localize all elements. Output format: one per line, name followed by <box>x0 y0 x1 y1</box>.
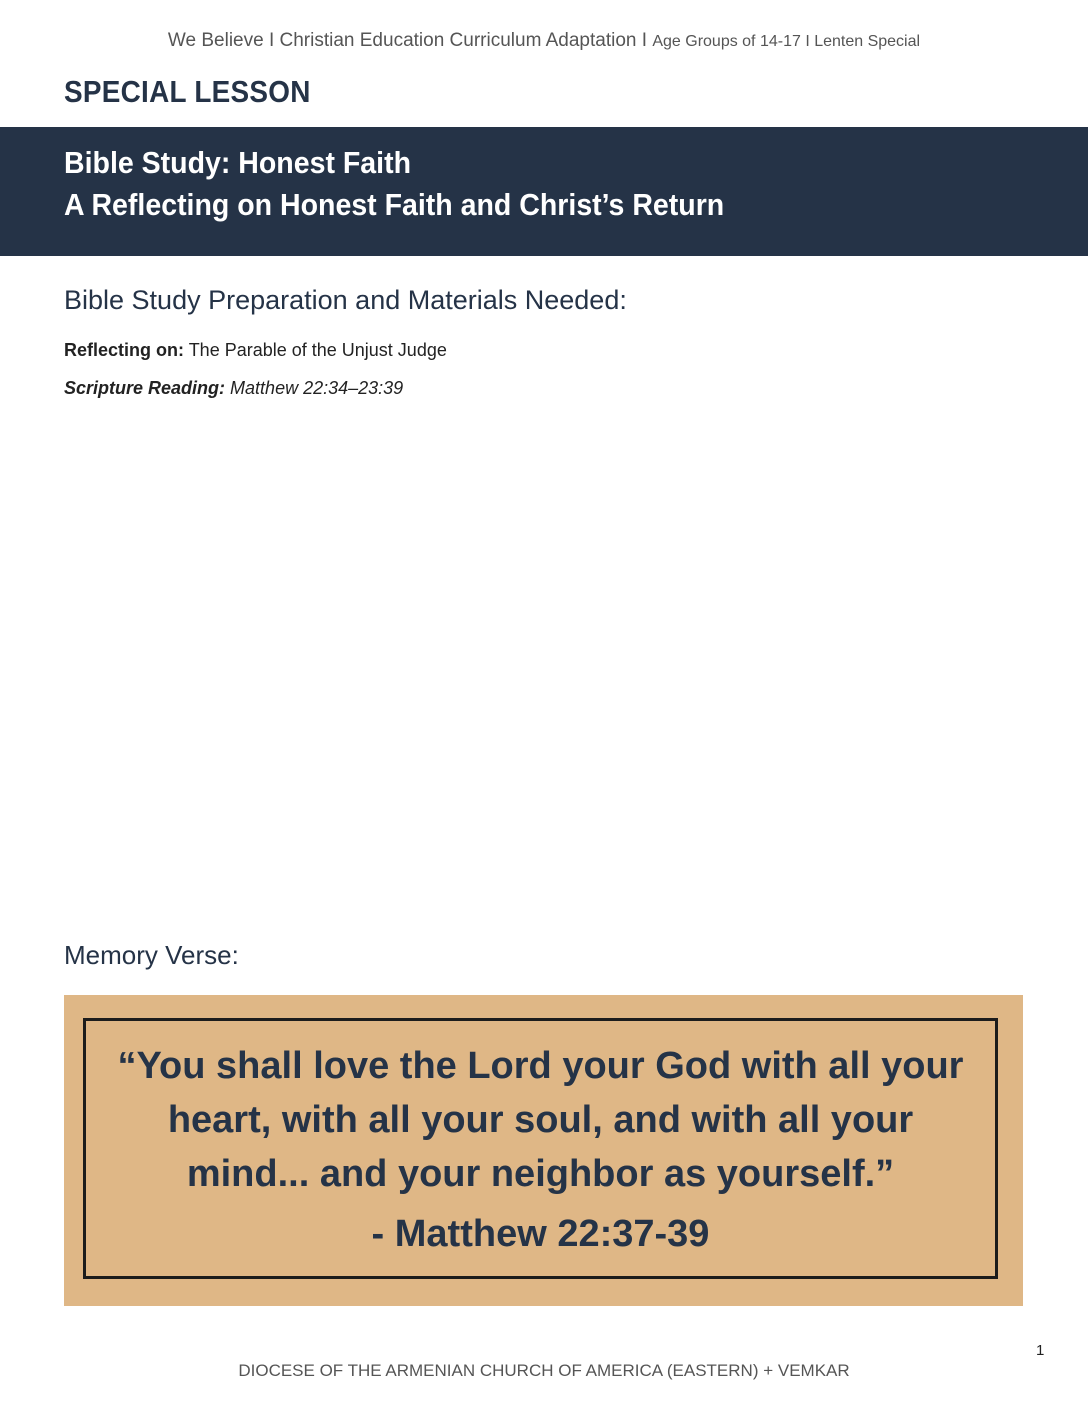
footer-text: DIOCESE OF THE ARMENIAN CHURCH OF AMERICA (EASTERN) + VEMKAR <box>238 1361 850 1380</box>
verse-line-3: mind... and your neighbor as yourself.” <box>186 1153 895 1195</box>
scripture-line <box>64 378 403 399</box>
reflecting-line <box>64 340 447 361</box>
verse-reference: - Matthew 22:37-39 <box>371 1213 710 1255</box>
verse-line-2: heart, with all your soul, and with all your <box>167 1099 914 1141</box>
title-line-1: Bible Study: Honest Faith <box>64 145 412 180</box>
reflecting-value: The Parable of the Unjust Judge <box>188 340 447 360</box>
scripture-label: Scripture Reading: <box>64 378 226 398</box>
running-header-main: We Believe I Christian Education Curriculum Adaptation I <box>167 30 648 51</box>
scripture-value: Matthew 22:34–23:39 <box>230 378 404 398</box>
page-number: 1 <box>1036 1342 1045 1359</box>
memory-verse-heading: Memory Verse: <box>64 940 239 970</box>
memory-verse-panel <box>64 995 1023 1306</box>
running-header-small: Age Groups of 14-17 I Lenten Special <box>652 33 921 50</box>
memory-verse-text <box>86 1039 995 1201</box>
reflecting-label: Reflecting on: <box>64 340 184 360</box>
running-header <box>0 30 1088 52</box>
lesson-type-heading: SPECIAL LESSON <box>64 74 311 109</box>
verse-line-1: “You shall love the Lord your God with all your <box>117 1045 964 1087</box>
title-line-2: A Reflecting on Honest Faith and Christ’s Return <box>64 187 725 222</box>
preparation-heading: Bible Study Preparation and Materials Needed: <box>64 285 627 315</box>
memory-verse-frame <box>83 1018 998 1279</box>
title-banner <box>0 127 1088 256</box>
